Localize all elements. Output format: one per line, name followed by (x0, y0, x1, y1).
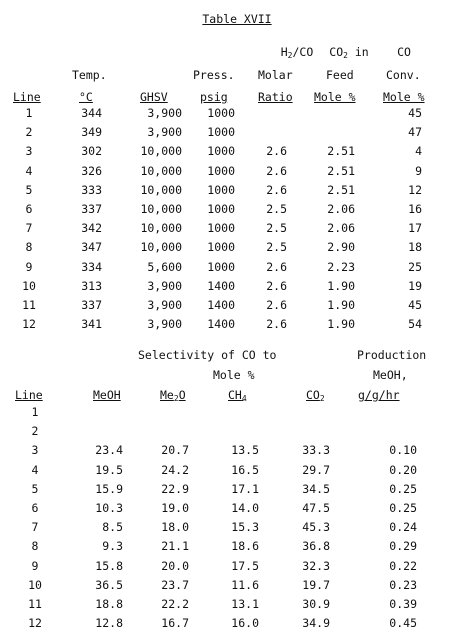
table-row (0, 240, 474, 260)
selectivity-header-bot: Mole % (213, 368, 255, 382)
ch4-cell: 16.0 (231, 616, 259, 631)
table-row (0, 221, 474, 241)
table-title (0, 12, 474, 26)
meoh-header: MeOH (93, 388, 121, 402)
ch4-cell: 13.5 (231, 443, 259, 458)
conv-cell: 19 (408, 278, 422, 293)
ch4-cell: 13.1 (231, 597, 259, 611)
temp-cell: 349 (81, 125, 102, 140)
production-header-bot: g/g/hr (358, 388, 400, 402)
meoh-cell: 8.5 (102, 520, 123, 535)
production-cell: 0.23 (389, 577, 417, 592)
ratio-cell: 2.6 (266, 278, 287, 293)
conv-cell: 47 (408, 125, 422, 140)
conv-cell: 45 (408, 298, 422, 312)
co2-cell: 47.5 (302, 501, 330, 515)
ch4-header: $CH_4$ (228, 388, 247, 403)
press-cell: 1000 (207, 182, 235, 197)
line-cell: 7 (25, 221, 33, 236)
co2-cell: 2.51 (327, 163, 355, 178)
meoh-cell: 9.3 (102, 539, 123, 554)
conv-cell: 45 (408, 106, 422, 120)
meoh-cell: 23.4 (95, 443, 123, 458)
co2-header-bot: Mole % (314, 90, 356, 104)
ch4-cell: 15.3 (231, 520, 259, 535)
production-cell: 0.24 (389, 520, 417, 535)
meoh-cell: 10.3 (95, 501, 123, 515)
line-cell: 11 (22, 298, 36, 312)
table-row (0, 144, 474, 164)
line-cell: 4 (31, 462, 39, 477)
ghsv-cell: 5,600 (147, 259, 182, 274)
conv-cell: 9 (415, 163, 422, 178)
temp-cell: 333 (81, 182, 102, 197)
co2-header-2: $CO_2$ (306, 388, 325, 403)
ratio-cell: 2.6 (266, 163, 287, 178)
table-row (0, 260, 474, 280)
temp-cell: 326 (81, 163, 102, 178)
temp-cell: 342 (81, 221, 102, 236)
press-cell: 1000 (207, 144, 235, 159)
temp-cell: 344 (81, 106, 102, 120)
co2-header-top: $CO_2$ in (329, 45, 369, 60)
conv-cell: 12 (408, 182, 422, 197)
ghsv-cell: 10,000 (140, 163, 182, 178)
co2-cell: 33.3 (302, 443, 330, 458)
table-row (0, 125, 474, 145)
ratio-cell: 2.6 (266, 259, 287, 274)
production-header-mid: MeOH, (373, 368, 408, 382)
line-cell: 10 (28, 577, 42, 592)
press-cell: 1400 (207, 278, 235, 293)
me2o-cell: 23.7 (161, 577, 189, 592)
ch4-cell: 14.0 (231, 501, 259, 515)
ratio-header-top: $H_2/CO$ (280, 45, 314, 60)
line-cell: 3 (25, 144, 33, 159)
me2o-cell: 22.9 (161, 481, 189, 496)
table-row (0, 463, 474, 483)
line-cell: 12 (22, 317, 36, 332)
press-cell: 1000 (207, 240, 235, 255)
table-row (0, 578, 474, 598)
production-cell: 0.25 (389, 501, 417, 515)
line-cell: 6 (31, 501, 39, 515)
ratio-cell: 2.5 (266, 221, 287, 236)
ch4-cell: 11.6 (231, 577, 259, 592)
press-header-top: Press. (193, 68, 235, 82)
line-cell: 11 (28, 597, 42, 611)
line-header-2: Line (15, 388, 43, 402)
table-row (0, 183, 474, 203)
co2-cell: 30.9 (302, 597, 330, 611)
ghsv-header: GHSV (140, 90, 168, 104)
table-row (0, 443, 474, 463)
co2-cell: 34.5 (302, 481, 330, 496)
conv-cell: 18 (408, 240, 422, 255)
co2-cell: 34.9 (302, 616, 330, 631)
press-cell: 1000 (207, 163, 235, 178)
line-cell: 6 (25, 202, 33, 216)
temp-cell: 347 (81, 240, 102, 255)
table-row (0, 616, 474, 636)
ch4-cell: 17.1 (231, 481, 259, 496)
co2-cell: 2.51 (327, 182, 355, 197)
press-cell: 1000 (207, 202, 235, 216)
meoh-cell: 15.9 (95, 481, 123, 496)
production-header-top: Production (357, 348, 427, 362)
ratio-header-bot: Ratio (258, 90, 293, 104)
co2-cell: 19.7 (302, 577, 330, 592)
temp-cell: 302 (81, 144, 102, 159)
table-row (0, 279, 474, 299)
me2o-cell: 19.0 (161, 501, 189, 515)
conv-cell: 16 (408, 202, 422, 216)
co2-cell: 1.90 (327, 278, 355, 293)
conv-cell: 4 (415, 144, 422, 159)
press-cell: 1000 (207, 259, 235, 274)
ghsv-cell: 10,000 (140, 182, 182, 197)
conv-cell: 25 (408, 259, 422, 274)
line-cell: 2 (25, 125, 33, 140)
ratio-header-mid: Molar (258, 68, 293, 82)
temp-header-unit: °C (79, 90, 93, 104)
ratio-cell: 2.6 (266, 317, 287, 332)
ghsv-cell: 10,000 (140, 144, 182, 159)
meoh-cell: 12.8 (95, 616, 123, 631)
line-cell: 4 (25, 163, 33, 178)
ratio-cell: 2.5 (266, 240, 287, 255)
co2-cell: 36.8 (302, 539, 330, 554)
production-cell: 0.39 (389, 597, 417, 611)
table-title-text: Table XVII (202, 12, 272, 26)
co2-cell: 2.06 (327, 202, 355, 216)
table-row (0, 482, 474, 502)
meoh-cell: 19.5 (95, 462, 123, 477)
co2-header-mid: Feed (326, 68, 354, 82)
table-row (0, 501, 474, 521)
table-row (0, 106, 474, 126)
me2o-cell: 16.7 (161, 616, 189, 631)
me2o-cell: 21.1 (161, 539, 189, 554)
ghsv-cell: 3,900 (147, 317, 182, 332)
conv-cell: 54 (408, 317, 422, 332)
ratio-cell: 2.6 (266, 144, 287, 159)
me2o-header: $Me_2O$ (160, 388, 186, 403)
table-row (0, 298, 474, 318)
conv-header-mid: Conv. (386, 68, 421, 82)
temp-cell: 334 (81, 259, 102, 274)
co2-cell: 2.90 (327, 240, 355, 255)
line-cell: 9 (25, 259, 33, 274)
press-cell: 1000 (207, 221, 235, 236)
press-cell: 1000 (207, 125, 235, 140)
ch4-cell: 16.5 (231, 462, 259, 477)
co2-cell: 29.7 (302, 462, 330, 477)
co2-cell: 1.90 (327, 317, 355, 332)
line-cell: 12 (28, 616, 42, 631)
press-cell: 1400 (207, 298, 235, 312)
table-row (0, 597, 474, 617)
line-cell: 9 (31, 558, 39, 573)
conv-cell: 17 (408, 221, 422, 236)
co2-cell: 2.51 (327, 144, 355, 159)
table-row (0, 539, 474, 559)
ghsv-cell: 3,900 (147, 106, 182, 120)
ghsv-cell: 3,900 (147, 125, 182, 140)
production-cell: 0.45 (389, 616, 417, 631)
me2o-cell: 20.0 (161, 558, 189, 573)
line-cell: 8 (31, 539, 39, 554)
line-cell: 7 (31, 520, 39, 535)
production-cell: 0.29 (389, 539, 417, 554)
line-cell: 8 (25, 240, 33, 255)
co2-cell: 2.06 (327, 221, 355, 236)
press-cell: 1400 (207, 317, 235, 332)
meoh-cell: 36.5 (95, 577, 123, 592)
selectivity-header-top: Selectivity of CO to (138, 348, 277, 362)
conv-header-bot: Mole % (383, 90, 425, 104)
table-row (0, 424, 474, 444)
ghsv-cell: 10,000 (140, 202, 182, 216)
meoh-cell: 18.8 (95, 597, 123, 611)
co2-cell: 32.3 (302, 558, 330, 573)
line-cell: 2 (31, 424, 39, 439)
me2o-cell: 20.7 (161, 443, 189, 458)
meoh-cell: 15.8 (95, 558, 123, 573)
table-row (0, 202, 474, 222)
production-cell: 0.25 (389, 481, 417, 496)
temp-cell: 337 (81, 202, 102, 216)
press-cell: 1000 (207, 106, 235, 120)
line-cell: 10 (22, 278, 36, 293)
production-cell: 0.20 (389, 462, 417, 477)
table-row (0, 520, 474, 540)
table-row (0, 317, 474, 337)
temp-cell: 337 (81, 298, 102, 312)
production-cell: 0.22 (389, 558, 417, 573)
press-header-unit: psig (200, 90, 228, 104)
ghsv-cell: 3,900 (147, 298, 182, 312)
ghsv-cell: 10,000 (140, 221, 182, 236)
table-row (0, 405, 474, 425)
ch4-cell: 17.5 (231, 558, 259, 573)
co2-cell: 45.3 (302, 520, 330, 535)
temp-header-top: Temp. (72, 68, 107, 82)
table-row (0, 559, 474, 579)
conv-header-top: CO (397, 45, 411, 59)
temp-cell: 313 (81, 278, 102, 293)
ghsv-cell: 10,000 (140, 240, 182, 255)
me2o-cell: 18.0 (161, 520, 189, 535)
ghsv-cell: 3,900 (147, 278, 182, 293)
ratio-cell: 2.5 (266, 202, 287, 216)
co2-cell: 1.90 (327, 298, 355, 312)
line-cell: 1 (31, 405, 39, 419)
line-header: Line (13, 90, 41, 104)
ratio-cell: 2.6 (266, 298, 287, 312)
co2-cell: 2.23 (327, 259, 355, 274)
line-cell: 5 (25, 182, 33, 197)
me2o-cell: 22.2 (161, 597, 189, 611)
line-cell: 1 (25, 106, 33, 120)
line-cell: 3 (31, 443, 39, 458)
production-cell: 0.10 (389, 443, 417, 458)
ch4-cell: 18.6 (231, 539, 259, 554)
me2o-cell: 24.2 (161, 462, 189, 477)
table-row (0, 164, 474, 184)
ratio-cell: 2.6 (266, 182, 287, 197)
line-cell: 5 (31, 481, 39, 496)
temp-cell: 341 (81, 317, 102, 332)
